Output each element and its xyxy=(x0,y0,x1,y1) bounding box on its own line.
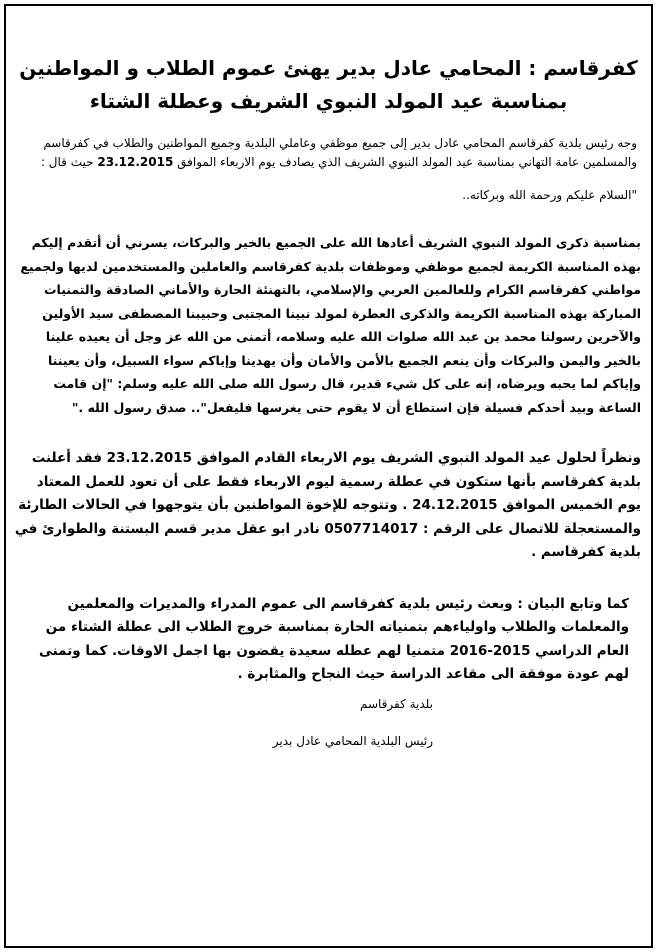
document-body xyxy=(14,52,643,751)
paragraph-holiday-notice: ونظراً لحلول عيد المولد النبوي الشريف يوم الاربعاء القادم الموافق 23.12.2015 فقد أعلنت بلدية كفرقاسم بأنها ستكون في عطلة رسمية ليوم الاربعاء فقط على أن تعود للعمل المعتاد يوم الخميس الموافق 24.12.2015 . وتتوجه للإخوة المواطنين بأن يتوجهوا في الحالات الطارئة والمستعجلة للاتصال على الرقم : 0507714017 نادر ابو عقل مدير قسم البستنة والطوارئ في بلدية كفرقاسم . xyxy=(14,450,641,560)
document-title xyxy=(14,52,643,118)
intro-text: وجه رئيس بلدية كفرقاسم المحامي عادل بدير إلى جميع موظفي وعاملي البلدية وجميع المواطنين والطلاب في كفرقاسم والمسلمين عامة التهاني بمناسبة عيد المولد النبوي الشريف الذي يصادف يوم الاربعاء الموافق xyxy=(43,136,637,169)
paragraph-winter-break: كما وتابع البيان : وبعث رئيس بلدية كفرقاسم الى عموم المدراء والمديرات والمعلمين والمعلمات والطلاب واولياءهم بتمنياته الحارة بمناسبة خروج الطلاب الى عطلة الشتاء من العام الدراسي 2015-2016 متمنيا لهم عطله سعيدة يقضون بها اجمل الاوقات. كما وتمنى لهم عودة موفقة الى مقاعد الدراسة حيث النجاح والمثابرة . xyxy=(38,595,629,682)
title-line-1: كفرقاسم : المحامي عادل بدير يهنئ عموم الطلاب و المواطنين xyxy=(19,56,638,80)
paragraph-congratulations: بمناسبة ذكرى المولد النبوي الشريف أعادها الله على الجميع بالخير والبركات، يسرني أن أتقدم إليكم بهذه المناسبة الكريمة لجميع موظفي وموظفات بلدية كفرقاسم والعاملين والمستخدمين لديها ولجميع مواطني كفرقاسم الكرام وللعالمين العربي والإسلامي، بالتهنئة الحارة والأماني الصادقة والتمنيات المباركة بهذه المناسبة الكريمة والذكرى العطرة لمولد نبينا المجتبى وحبيبنا المصطفى سيد الأولين والآخرين رسولنا محمد بن عبد الله صلوات الله عليه وسلامه، أتمنى من الله عز وجل أن يعيده علينا بالخير واليمن والبركات وأن ينعم الجميع بالأمن والأمان وأن يهدينا وإياكم سواء السبيل، وأن يعيننا وإياكم لما يحبه ويرضاه، إنه على كل شيء قدير، قال رسول الله صلى الله عليه وسلم: "إن قامت الساعة وبيد أحدكم فسيلة فإن استطاع أن لا يقوم حتى يغرسها فليفعل".. صدق رسول الله ." xyxy=(20,235,641,415)
greeting: "السلام عليكم ورحمة الله وبركاته.. xyxy=(462,188,637,202)
signature-line-2: رئيس البلدية المحامي عادل بدير xyxy=(272,733,433,748)
signature-line-1: بلدية كفرقاسم xyxy=(359,696,433,711)
intro-after-date: حيث قال : xyxy=(40,155,94,169)
title-line-2: بمناسبة عيد المولد النبوي الشريف وعطلة الشتاء xyxy=(89,89,568,113)
intro-paragraph xyxy=(14,134,643,172)
signature-block xyxy=(14,695,643,751)
intro-date: 23.12.2015 xyxy=(97,155,174,169)
